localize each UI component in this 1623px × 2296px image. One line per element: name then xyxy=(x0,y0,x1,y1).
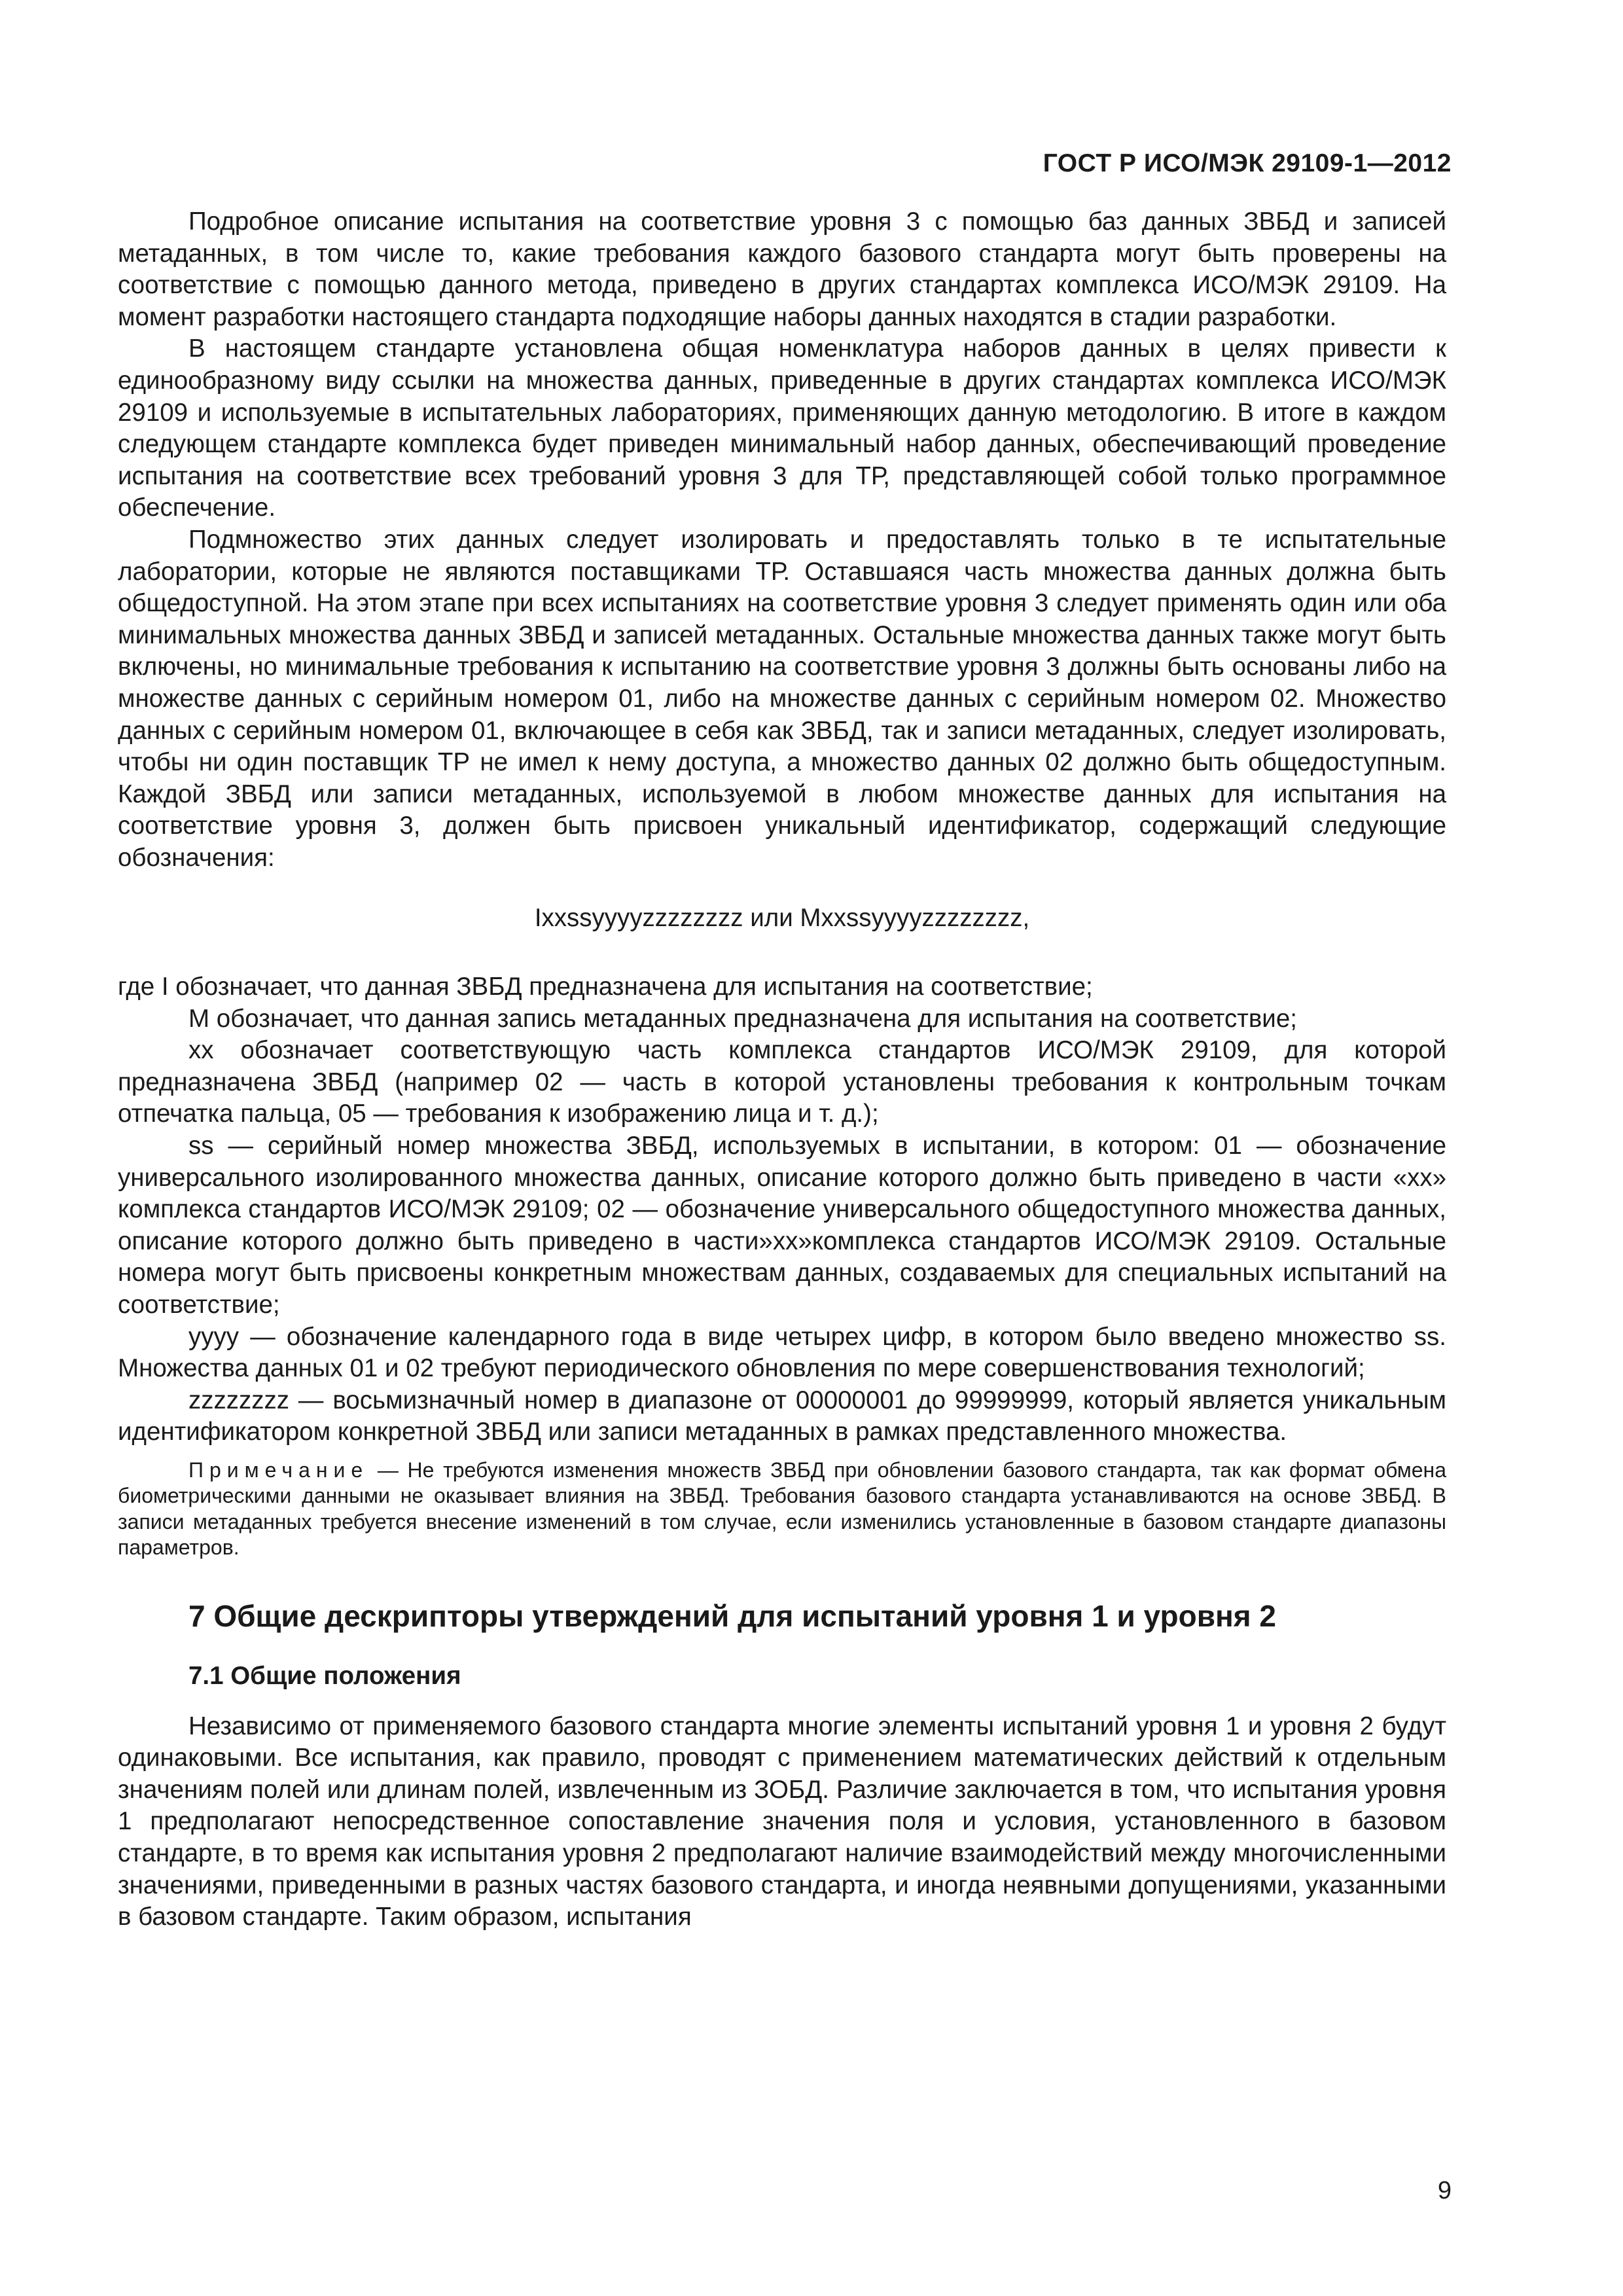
definition-I: где I обозначает, что данная ЗВБД предназначена для испытания на соответствие; xyxy=(118,973,1093,1001)
section-7-title: 7 Общие дескрипторы утверждений для испытаний уровня 1 и уровня 2 xyxy=(188,1598,1276,1633)
standard-header: ГОСТ Р ИСО/МЭК 29109-1—2012 xyxy=(1043,149,1452,177)
definition-zz: zzzzzzzz — восьмизначный номер в диапазоне от 00000001 до 99999999, который является уникальным идентификатором конкретной ЗВБД или записи метаданных в рамках представленного множества. xyxy=(118,1386,1446,1446)
definition-xx: xx обозначает соответствующую часть комплекса стандартов ИСО/МЭК 29109, для которой предназначена ЗВБД (например 02 — часть в которой установлены требования к контрольным точкам отпечатка пальца, 05 — требования к изображению лица и т. д.); xyxy=(118,1036,1446,1128)
note-label: Примечание xyxy=(188,1458,369,1482)
note-text: — Не требуются изменения множеств ЗВБД при обновлении базового стандарта, так как формат обмена биометрическими данными не оказывает влияния на ЗВБД. Требования базового стандарта устанавливаются на основе ЗВБД. В записи метаданных требуется внесение изменений в том случае, если изменились установленные в базовом стандарте диапазоны параметров. xyxy=(118,1458,1446,1560)
definition-yyyy: yyyy — обозначение календарного года в виде четырех цифр, в котором было введено множество ss. Множества данных 01 и 02 требуют периодического обновления по мере совершенствования технологий; xyxy=(118,1322,1446,1383)
definition-ss: ss — серийный номер множества ЗВБД, используемых в испытании, в котором: 01 — обозначение универсального изолированного множества данных, описание которого должно быть приведено в части «xx» комплекса стандартов ИСО/МЭК 29109; 02 — обозначение универсального общедоступного множества данных, описание которого должно быть приведено в части»xx»комплекса стандартов ИСО/МЭК 29109. Остальные номера могут быть присвоены конкретным множествам данных, создаваемых для специальных испытаний на соответствие; xyxy=(118,1132,1446,1319)
definition-M: M обозначает, что данная запись метаданных предназначена для испытания на соответствие; xyxy=(188,1004,1297,1033)
document-body xyxy=(118,206,1446,1933)
section-7-1-text: Независимо от применяемого базового стандарта многие элементы испытаний уровня 1 и уровня 2 будут одинаковыми. Все испытания, как правило, проводят с применением математических действий к отдельным значениям полей или длинам полей, извлеченным из ЗОБД. Различие заключается в том, что испытания уровня 1 предполагают непосредственное сопоставление значения поля и условия, установленного в базовом стандарте, в то время как испытания уровня 2 предполагают наличие взаимодействий между многочисленными значениями, приведенными в разных частях базового стандарта, и иногда неявными допущениями, указанными в базовом стандарте. Таким образом, испытания xyxy=(118,1712,1446,1931)
identifier-formula: Ixxssyyyyzzzzzzzz или Mxxssyyyyzzzzzzzz, xyxy=(534,904,1030,933)
page-number: 9 xyxy=(1437,2177,1452,2204)
paragraph-nomenclature: В настоящем стандарте установлена общая номенклатура наборов данных в целях привести к единообразному виду ссылки на множества данных, приведенные в других стандартах комплекса ИСО/МЭК 29109 и используемые в испытательных лабораториях, применяющих данную методологию. В итоге в каждом следующем стандарте комплекса будет приведен минимальный набор данных, обеспечивающий проведение испытания на соответствие всех требований уровня 3 для ТР, представляющей собой только программное обеспечение. xyxy=(118,334,1446,522)
note xyxy=(118,1458,1446,1561)
paragraph-level3-description: Подробное описание испытания на соответствие уровня 3 с помощью баз данных ЗВБД и записей метаданных, в том числе то, какие требования каждого базового стандарта могут быть проверены на соответствие с помощью данного метода, приведено в других стандартах комплекса ИСО/МЭК 29109. На момент разработки настоящего стандарта подходящие наборы данных находятся в стадии разработки. xyxy=(118,207,1446,331)
subsection-7-1-title: 7.1 Общие положения xyxy=(188,1661,461,1690)
paragraph-subset-isolation: Подмножество этих данных следует изолировать и предоставлять только в те испытательные лаборатории, которые не являются поставщиками ТР. Оставшаяся часть множества данных должна быть общедоступной. На этом этапе при всех испытаниях на соответствие уровня 3 следует применять один или оба минимальных множества данных ЗВБД и записей метаданных. Остальные множества данных также могут быть включены, но минимальные требования к испытанию на соответствие уровня 3 должны быть основаны либо на множестве данных с серийным номером 01, либо на множестве данных с серийным номером 02. Множество данных с серийным номером 01, включающее в себя как ЗВБД, так и записи метаданных, следует изолировать, чтобы ни один поставщик ТР не имел к нему доступа, а множество данных 02 должно быть общедоступным. Каждой ЗВБД или записи метаданных, используемой в любом множестве данных для испытания на соответствие уровня 3, должен быть присвоен уникальный идентификатор, содержащий следующие обозначения: xyxy=(118,525,1446,872)
